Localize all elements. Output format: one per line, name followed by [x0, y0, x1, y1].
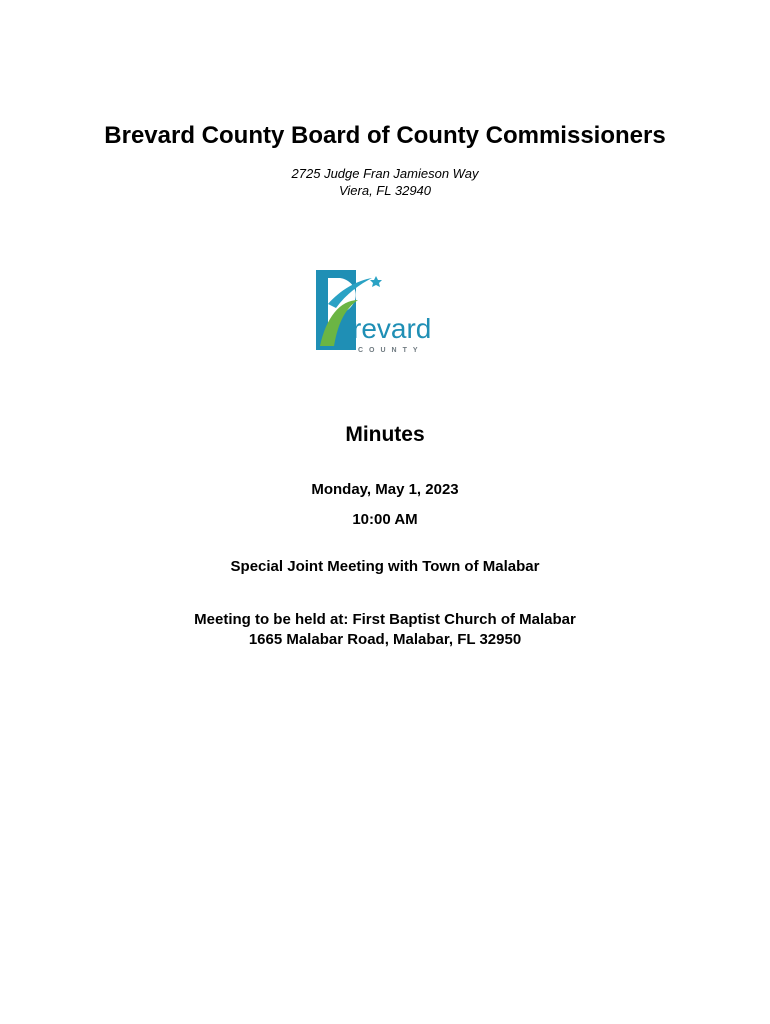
address-line-2: Viera, FL 32940	[338, 183, 432, 198]
address-block	[0, 165, 770, 199]
minutes-heading: Minutes	[345, 423, 425, 446]
logo-star-icon	[370, 276, 382, 287]
meeting-location	[0, 610, 770, 650]
meeting-time: 10:00 AM	[352, 511, 418, 528]
logo-subtext: COUNTY	[358, 347, 424, 354]
location-line-2: 1665 Malabar Road, Malabar, FL 32950	[248, 631, 522, 648]
meeting-type: Special Joint Meeting with Town of Malabar	[230, 558, 540, 575]
logo-wordmark: revard	[352, 313, 432, 344]
meeting-date: Monday, May 1, 2023	[311, 481, 459, 498]
document-title: Brevard County Board of County Commissioners	[104, 122, 666, 149]
address-line-1: 2725 Judge Fran Jamieson Way	[291, 166, 479, 181]
location-line-1: Meeting to be held at: First Baptist Church of Malabar	[194, 611, 576, 628]
brevard-county-logo	[310, 238, 460, 378]
logo-graphic	[310, 238, 460, 378]
